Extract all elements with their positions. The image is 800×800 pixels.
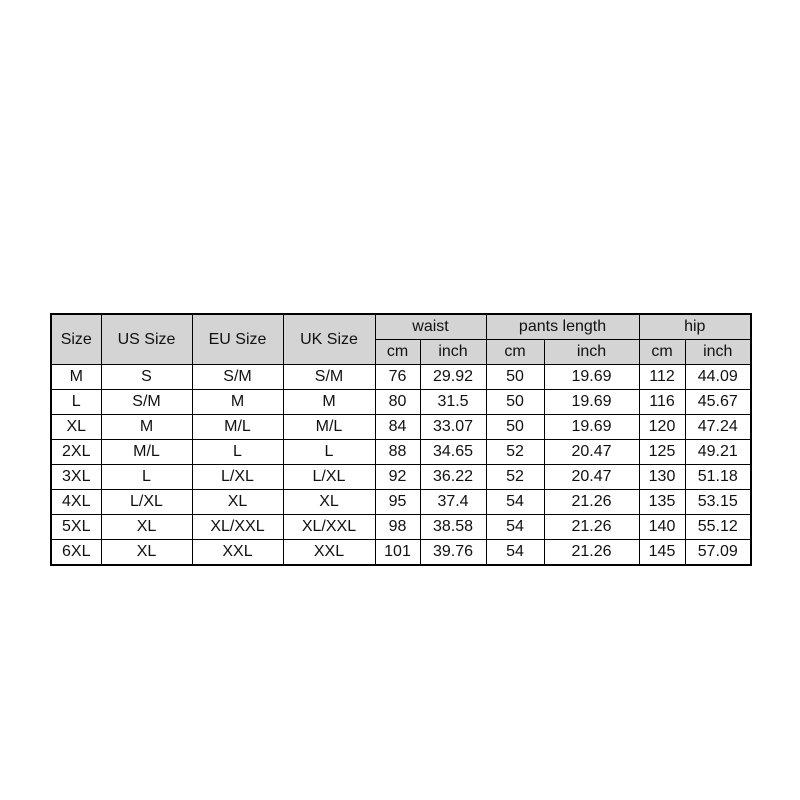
cell-us-size: M — [101, 415, 192, 440]
header-waist: waist — [375, 314, 486, 340]
cell-eu-size: XXL — [192, 540, 283, 566]
cell-hip-cm: 120 — [639, 415, 685, 440]
cell-waist-inch: 39.76 — [420, 540, 486, 566]
cell-us-size: XL — [101, 540, 192, 566]
cell-pants-length-cm: 54 — [486, 490, 544, 515]
cell-eu-size: XL — [192, 490, 283, 515]
cell-pants-length-inch: 21.26 — [544, 540, 639, 566]
cell-uk-size: XL/XXL — [283, 515, 375, 540]
cell-uk-size: XL — [283, 490, 375, 515]
cell-hip-inch: 49.21 — [685, 440, 751, 465]
cell-hip-inch: 45.67 — [685, 390, 751, 415]
cell-waist-cm: 76 — [375, 365, 420, 390]
cell-pants-length-cm: 52 — [486, 465, 544, 490]
cell-hip-inch: 53.15 — [685, 490, 751, 515]
cell-pants-length-cm: 52 — [486, 440, 544, 465]
cell-pants-length-cm: 54 — [486, 540, 544, 566]
cell-waist-inch: 31.5 — [420, 390, 486, 415]
cell-waist-cm: 101 — [375, 540, 420, 566]
cell-size: 6XL — [51, 540, 101, 566]
cell-us-size: S/M — [101, 390, 192, 415]
cell-pants-length-inch: 21.26 — [544, 515, 639, 540]
cell-hip-inch: 51.18 — [685, 465, 751, 490]
cell-waist-inch: 34.65 — [420, 440, 486, 465]
cell-us-size: M/L — [101, 440, 192, 465]
cell-uk-size: XXL — [283, 540, 375, 566]
cell-waist-inch: 36.22 — [420, 465, 486, 490]
cell-size: 5XL — [51, 515, 101, 540]
cell-waist-cm: 95 — [375, 490, 420, 515]
cell-size: XL — [51, 415, 101, 440]
cell-size: 4XL — [51, 490, 101, 515]
cell-eu-size: M — [192, 390, 283, 415]
table-row — [51, 465, 751, 490]
cell-hip-cm: 125 — [639, 440, 685, 465]
table-row — [51, 440, 751, 465]
cell-eu-size: L/XL — [192, 465, 283, 490]
cell-waist-cm: 80 — [375, 390, 420, 415]
cell-uk-size: M/L — [283, 415, 375, 440]
cell-size: M — [51, 365, 101, 390]
cell-us-size: S — [101, 365, 192, 390]
cell-eu-size: S/M — [192, 365, 283, 390]
table-row — [51, 365, 751, 390]
cell-hip-cm: 140 — [639, 515, 685, 540]
cell-pants-length-inch: 20.47 — [544, 440, 639, 465]
cell-size: L — [51, 390, 101, 415]
cell-hip-cm: 130 — [639, 465, 685, 490]
header-size: Size — [51, 314, 101, 365]
header-hip-inch: inch — [685, 340, 751, 365]
cell-pants-length-inch: 19.69 — [544, 365, 639, 390]
header-row-top — [51, 314, 751, 340]
size-chart-table — [50, 313, 752, 566]
cell-hip-inch: 44.09 — [685, 365, 751, 390]
cell-hip-cm: 116 — [639, 390, 685, 415]
table-row — [51, 515, 751, 540]
cell-pants-length-inch: 19.69 — [544, 390, 639, 415]
cell-us-size: L — [101, 465, 192, 490]
header-hip: hip — [639, 314, 751, 340]
header-pants-length-cm: cm — [486, 340, 544, 365]
cell-pants-length-cm: 50 — [486, 390, 544, 415]
cell-pants-length-inch: 19.69 — [544, 415, 639, 440]
cell-pants-length-cm: 50 — [486, 365, 544, 390]
cell-pants-length-inch: 21.26 — [544, 490, 639, 515]
cell-waist-inch: 33.07 — [420, 415, 486, 440]
cell-pants-length-inch: 20.47 — [544, 465, 639, 490]
header-waist-cm: cm — [375, 340, 420, 365]
cell-waist-inch: 29.92 — [420, 365, 486, 390]
cell-hip-inch: 47.24 — [685, 415, 751, 440]
header-pants-length: pants length — [486, 314, 639, 340]
table-row — [51, 490, 751, 515]
cell-uk-size: M — [283, 390, 375, 415]
cell-eu-size: L — [192, 440, 283, 465]
cell-pants-length-cm: 50 — [486, 415, 544, 440]
table-row — [51, 540, 751, 566]
cell-waist-cm: 88 — [375, 440, 420, 465]
cell-waist-inch: 38.58 — [420, 515, 486, 540]
table-row — [51, 415, 751, 440]
cell-waist-cm: 84 — [375, 415, 420, 440]
table-row — [51, 390, 751, 415]
cell-hip-cm: 135 — [639, 490, 685, 515]
header-eu-size: EU Size — [192, 314, 283, 365]
cell-waist-inch: 37.4 — [420, 490, 486, 515]
cell-waist-cm: 98 — [375, 515, 420, 540]
header-hip-cm: cm — [639, 340, 685, 365]
cell-hip-inch: 55.12 — [685, 515, 751, 540]
header-uk-size: UK Size — [283, 314, 375, 365]
cell-pants-length-cm: 54 — [486, 515, 544, 540]
cell-uk-size: L — [283, 440, 375, 465]
header-us-size: US Size — [101, 314, 192, 365]
cell-eu-size: M/L — [192, 415, 283, 440]
cell-eu-size: XL/XXL — [192, 515, 283, 540]
cell-us-size: XL — [101, 515, 192, 540]
cell-hip-cm: 145 — [639, 540, 685, 566]
cell-size: 2XL — [51, 440, 101, 465]
cell-hip-cm: 112 — [639, 365, 685, 390]
header-waist-inch: inch — [420, 340, 486, 365]
cell-size: 3XL — [51, 465, 101, 490]
cell-us-size: L/XL — [101, 490, 192, 515]
cell-waist-cm: 92 — [375, 465, 420, 490]
cell-hip-inch: 57.09 — [685, 540, 751, 566]
cell-uk-size: S/M — [283, 365, 375, 390]
cell-uk-size: L/XL — [283, 465, 375, 490]
header-pants-length-inch: inch — [544, 340, 639, 365]
